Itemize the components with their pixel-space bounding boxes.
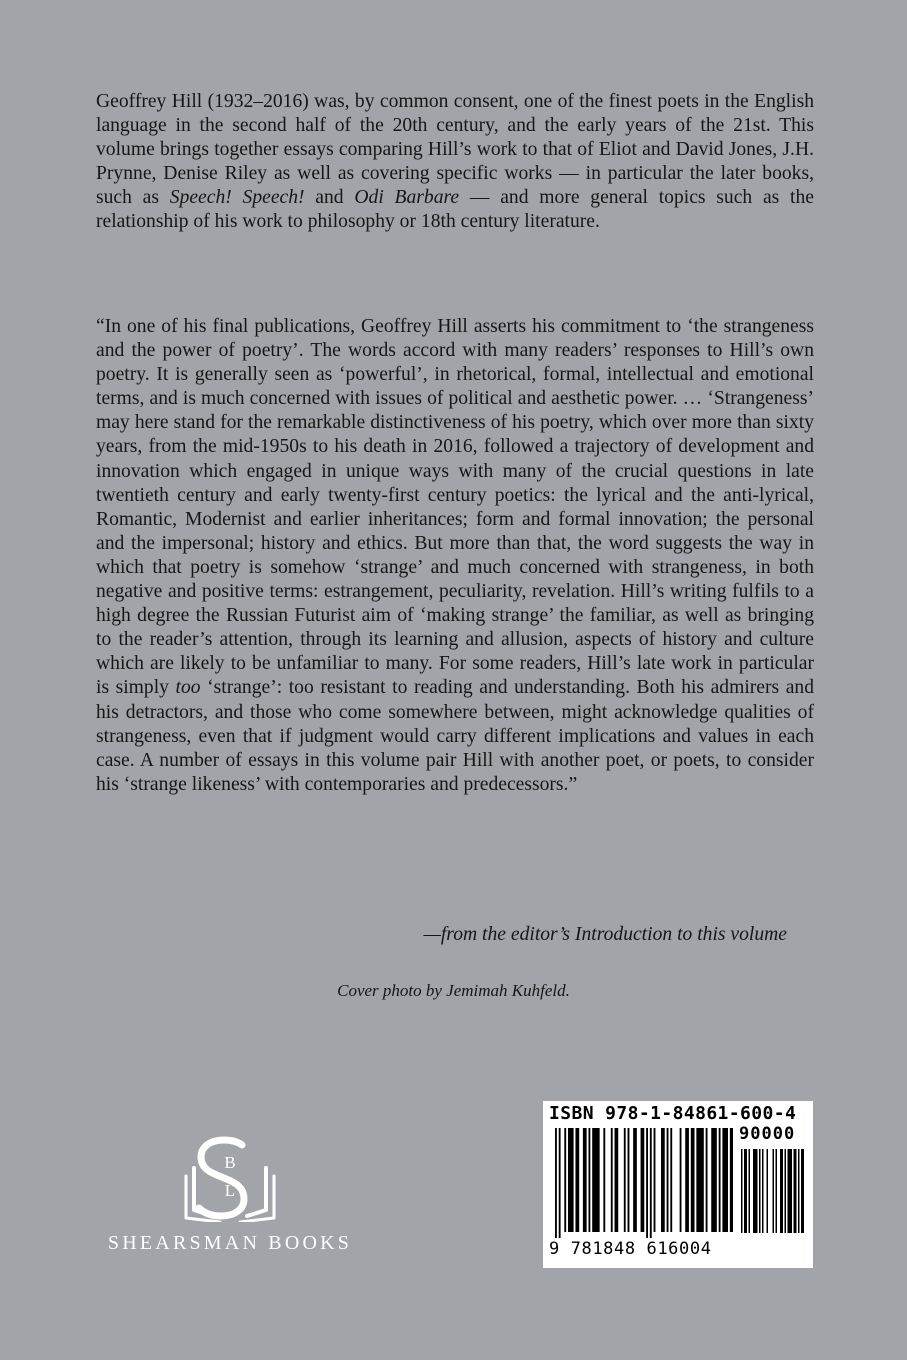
- quote-text-1: “In one of his final publications, Geoffrey Hill asserts his commitment to ‘the strangeness and the power of poetry’. The words accord with many readers’ responses to Hill’s own poetry. It is generally seen as ‘powerful’, in rhetorical, formal, intellectual and emotional terms, and is much concerned with issues of political and aesthetic power. … ‘Strangeness’ may here stand for the remarkable distinctiveness of his poetry, which over more than sixty years, from the mid-1950s to his death in 2016, followed a trajectory of development and innovation which engaged in unique ways with many of the crucial questions in late twentieth century and early twenty-first century poetics: the lyrical and the anti-lyrical, Romantic, Modernist and earlier inheritances; form and formal innovation; the personal and the impersonal; history and ethics. But more than that, the word suggests the way in which that poetry is somehow ‘strange’ and much concerned with strangeness, in both negative and positive terms: estrangement, peculiarity, revelation. Hill’s writing fulfils to a high degree the Russian Futurist aim of ‘making strange’ the familiar, as well as bringing to the reader’s attention, through its learning and allusion, aspects of history and culture which are likely to be unfamiliar to many. For some readers, Hill’s late work in particular is simply: [96, 316, 814, 699]
- barcode-bar: [691, 1128, 695, 1232]
- barcode-bar: [559, 1128, 561, 1238]
- isbn-barcode: [543, 1101, 813, 1268]
- barcode-bar: [759, 1149, 761, 1233]
- book-monogram-icon: [180, 1128, 280, 1222]
- publisher-logo: [90, 1128, 370, 1268]
- blurb-text-1: Geoffrey Hill (1932–2016) was, by common consent, one of the finest poets in the English language in the second half of the 20th century, and the early years of the 21st. This volume brings together essays comparing Hill’s work to that of Eliot and David Jones, J.H. Prynne, Denise Riley as well as covering specific works — in particular the later books, such as: [96, 91, 814, 209]
- quote-emphasis-too: too: [175, 677, 201, 699]
- barcode-bar: [719, 1128, 721, 1232]
- blurb-paragraph: [96, 90, 814, 235]
- barcode-bar: [788, 1149, 793, 1233]
- barcode-bar: [633, 1128, 637, 1232]
- barcode-bar: [680, 1128, 682, 1232]
- cover-photo-credit: Cover photo by Jemimah Kuhfeld.: [337, 981, 570, 1000]
- quote-text-2: ‘strange’: too resistant to reading and understanding. Both his admirers and his detractors, and those who come somewhere between, might acknowledge qualities of strangeness, even that if judgment would carry different implications and values in each case. A number of essays in this volume pair Hill with another poet, or poets, to consider his ‘strange likeness’ with contemporaries and predecessors.”: [96, 677, 814, 795]
- barcode-bar: [611, 1128, 613, 1232]
- price-code: 90000: [739, 1124, 796, 1144]
- barcode-bar: [711, 1128, 717, 1232]
- barcode-bar: [762, 1149, 764, 1233]
- barcode-bar: [661, 1128, 665, 1232]
- blurb-text-2: and: [304, 187, 355, 209]
- barcode-bar: [730, 1128, 733, 1232]
- barcode-bar: [773, 1149, 775, 1233]
- barcode-bar: [785, 1149, 787, 1233]
- barcode-bar: [654, 1128, 656, 1232]
- barcode-bar: [744, 1149, 747, 1233]
- monogram-letter-b: B: [224, 1153, 236, 1172]
- isbn-label: ISBN 978-1-84861-600-4: [549, 1103, 797, 1124]
- blurb-title-odi-barbare: Odi Barbare: [354, 187, 460, 209]
- barcode-bar: [749, 1149, 751, 1233]
- ean13-bars: [555, 1128, 733, 1238]
- barcode-bar: [555, 1128, 557, 1238]
- barcode-bar: [568, 1128, 574, 1232]
- quote-attribution: —from the editor’s Introduction to this volume: [423, 924, 787, 945]
- barcode-bar: [767, 1149, 769, 1233]
- publisher-name: SHEARSMAN BOOKS: [107, 1232, 353, 1254]
- barcode-bar: [564, 1128, 566, 1232]
- barcode-bar: [722, 1128, 728, 1232]
- quote-paragraph: [96, 315, 814, 797]
- barcode-bar: [794, 1149, 797, 1233]
- barcode-bar: [575, 1128, 579, 1232]
- barcode-bar: [801, 1149, 804, 1233]
- barcode-bar: [650, 1128, 652, 1238]
- blurb-text-3: — and more general topics such as the relationship of his work to philosophy or 18th century literature.: [96, 187, 814, 233]
- barcode-digits: 9 781848 616004: [549, 1239, 712, 1259]
- barcode-bar: [780, 1149, 783, 1233]
- barcode-bar: [753, 1149, 758, 1233]
- barcode-bar: [741, 1149, 743, 1233]
- barcode-bar: [583, 1128, 587, 1232]
- barcode-bar: [696, 1128, 703, 1232]
- addon-bars: [741, 1149, 805, 1237]
- barcode-bar: [670, 1128, 672, 1232]
- blurb-title-speech: Speech! Speech!: [169, 187, 305, 209]
- barcode-bar: [592, 1128, 599, 1232]
- barcode-bar: [641, 1128, 645, 1232]
- barcode-bar: [615, 1128, 619, 1232]
- monogram-letter-l: L: [224, 1181, 236, 1200]
- barcode-bar: [603, 1128, 605, 1232]
- barcode-bar: [588, 1128, 590, 1232]
- barcode-bar: [624, 1128, 626, 1232]
- barcode-bar: [706, 1128, 708, 1232]
- barcode-bar: [798, 1149, 800, 1233]
- barcode-bar: [685, 1128, 689, 1232]
- barcode-bar: [628, 1128, 630, 1232]
- barcode-bar: [776, 1149, 778, 1233]
- barcode-bar: [646, 1128, 648, 1238]
- barcode-bar: [667, 1128, 669, 1232]
